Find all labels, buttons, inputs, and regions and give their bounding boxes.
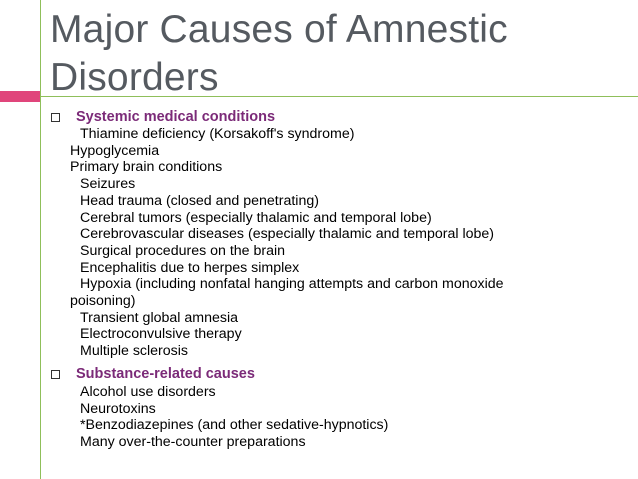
list-item: Cerebral tumors (especially thalamic and temporal lobe) — [80, 209, 432, 226]
bullet-heading-row — [50, 108, 630, 126]
list-item: *Benzodiazepines (and other sedative-hypnotics) — [80, 417, 389, 434]
slide-title — [50, 6, 508, 102]
list-item: Seizures — [80, 176, 136, 193]
list-item: Encephalitis due to herpes simplex — [80, 259, 300, 276]
list-item: Many over-the-counter preparations — [80, 433, 306, 450]
list-item: Surgical procedures on the brain — [80, 242, 286, 259]
list-item: Hypoxia (including nonfatal hanging attempts and carbon monoxide — [80, 276, 504, 293]
list-item: Electroconvulsive therapy — [80, 326, 242, 343]
list-item: Transient global amnesia — [80, 309, 238, 326]
list-item: Alcohol use disorders — [80, 383, 216, 400]
section-heading: Substance-related causes — [76, 366, 255, 383]
list-item: Thiamine deficiency (Korsakoff's syndrome) — [80, 126, 355, 142]
list-item: Head trauma (closed and penetrating) — [80, 192, 319, 209]
title-line-2: Disorders — [50, 56, 219, 99]
list-item: Cerebrovascular diseases (especially thalamic and temporal lobe) — [80, 226, 495, 243]
list-item: Hypoglycemia — [70, 142, 160, 159]
square-bullet-icon — [51, 370, 60, 379]
accent-bar — [0, 91, 40, 102]
bullet-section — [50, 366, 630, 451]
list-item: Neurotoxins — [80, 400, 156, 417]
bullet-section — [50, 108, 630, 360]
vertical-rule — [40, 0, 41, 479]
square-bullet-icon — [51, 113, 60, 122]
section-heading: Systemic medical conditions — [76, 108, 276, 125]
bullet-content — [50, 108, 630, 457]
title-line-1: Major Causes of Amnestic — [50, 8, 508, 51]
list-item: Primary brain conditions — [70, 159, 223, 176]
list-item: poisoning) — [70, 293, 136, 310]
list-item: Multiple sclerosis — [80, 343, 189, 360]
bullet-heading-row — [50, 366, 630, 384]
